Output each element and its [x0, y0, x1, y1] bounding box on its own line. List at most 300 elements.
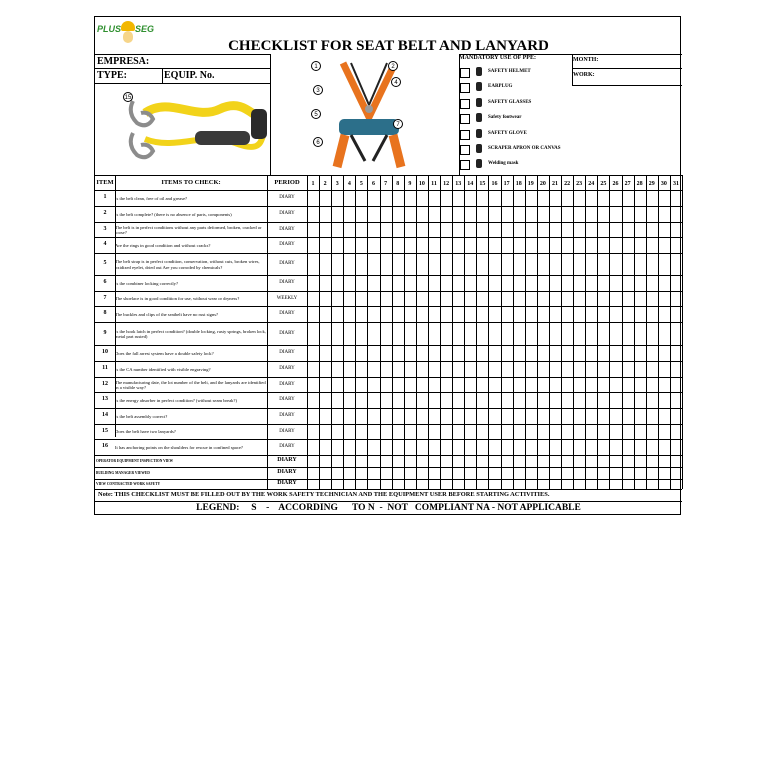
day-check-cell[interactable]: [609, 291, 621, 306]
day-check-cell[interactable]: [331, 361, 343, 377]
day-check-cell[interactable]: [513, 377, 525, 392]
day-check-cell[interactable]: [670, 377, 682, 392]
day-check-cell[interactable]: [343, 467, 355, 479]
day-check-cell[interactable]: [428, 190, 440, 206]
day-check-cell[interactable]: [307, 306, 319, 322]
day-check-cell[interactable]: [658, 345, 670, 361]
day-check-cell[interactable]: [307, 392, 319, 408]
day-check-cell[interactable]: [476, 345, 488, 361]
day-check-cell[interactable]: [428, 222, 440, 237]
day-check-cell[interactable]: [597, 424, 609, 439]
day-check-cell[interactable]: [646, 455, 658, 467]
day-check-cell[interactable]: [670, 408, 682, 424]
day-check-cell[interactable]: [634, 222, 646, 237]
ppe-checkbox-1[interactable]: [460, 68, 470, 78]
day-check-cell[interactable]: [549, 455, 561, 467]
day-check-cell[interactable]: [525, 306, 537, 322]
day-check-cell[interactable]: [670, 479, 682, 489]
day-check-cell[interactable]: [367, 377, 379, 392]
day-check-cell[interactable]: [585, 275, 597, 291]
day-check-cell[interactable]: [380, 439, 392, 455]
day-check-cell[interactable]: [404, 377, 416, 392]
day-check-cell[interactable]: [597, 190, 609, 206]
day-check-cell[interactable]: [404, 253, 416, 275]
day-check-cell[interactable]: [561, 222, 573, 237]
day-check-cell[interactable]: [404, 439, 416, 455]
day-check-cell[interactable]: [501, 345, 513, 361]
day-check-cell[interactable]: [307, 253, 319, 275]
day-check-cell[interactable]: [488, 439, 500, 455]
day-check-cell[interactable]: [573, 322, 585, 345]
day-check-cell[interactable]: [646, 424, 658, 439]
day-check-cell[interactable]: [488, 237, 500, 253]
day-check-cell[interactable]: [488, 322, 500, 345]
day-check-cell[interactable]: [355, 275, 367, 291]
day-check-cell[interactable]: [404, 392, 416, 408]
day-check-cell[interactable]: [392, 306, 404, 322]
day-check-cell[interactable]: [501, 455, 513, 467]
day-check-cell[interactable]: [343, 439, 355, 455]
day-check-cell[interactable]: [634, 467, 646, 479]
day-check-cell[interactable]: [404, 345, 416, 361]
day-check-cell[interactable]: [597, 206, 609, 222]
day-check-cell[interactable]: [501, 190, 513, 206]
day-check-cell[interactable]: [513, 479, 525, 489]
day-check-cell[interactable]: [561, 345, 573, 361]
day-check-cell[interactable]: [634, 237, 646, 253]
day-check-cell[interactable]: [622, 291, 634, 306]
day-check-cell[interactable]: [476, 424, 488, 439]
day-check-cell[interactable]: [464, 424, 476, 439]
day-check-cell[interactable]: [476, 275, 488, 291]
day-check-cell[interactable]: [609, 306, 621, 322]
day-check-cell[interactable]: [573, 408, 585, 424]
day-check-cell[interactable]: [609, 424, 621, 439]
day-check-cell[interactable]: [355, 206, 367, 222]
day-check-cell[interactable]: [307, 408, 319, 424]
day-check-cell[interactable]: [416, 306, 428, 322]
day-check-cell[interactable]: [646, 408, 658, 424]
day-check-cell[interactable]: [355, 306, 367, 322]
day-check-cell[interactable]: [428, 424, 440, 439]
day-check-cell[interactable]: [501, 439, 513, 455]
day-check-cell[interactable]: [501, 306, 513, 322]
day-check-cell[interactable]: [331, 253, 343, 275]
day-check-cell[interactable]: [440, 408, 452, 424]
day-check-cell[interactable]: [319, 322, 331, 345]
day-check-cell[interactable]: [658, 467, 670, 479]
day-check-cell[interactable]: [319, 306, 331, 322]
day-check-cell[interactable]: [573, 479, 585, 489]
day-check-cell[interactable]: [597, 392, 609, 408]
day-check-cell[interactable]: [513, 439, 525, 455]
day-check-cell[interactable]: [307, 206, 319, 222]
day-check-cell[interactable]: [331, 377, 343, 392]
day-check-cell[interactable]: [355, 424, 367, 439]
day-check-cell[interactable]: [561, 479, 573, 489]
day-check-cell[interactable]: [319, 190, 331, 206]
day-check-cell[interactable]: [392, 253, 404, 275]
day-check-cell[interactable]: [452, 424, 464, 439]
day-check-cell[interactable]: [622, 306, 634, 322]
day-check-cell[interactable]: [440, 361, 452, 377]
day-check-cell[interactable]: [331, 467, 343, 479]
day-check-cell[interactable]: [670, 253, 682, 275]
day-check-cell[interactable]: [367, 479, 379, 489]
day-check-cell[interactable]: [380, 455, 392, 467]
day-check-cell[interactable]: [501, 253, 513, 275]
day-check-cell[interactable]: [561, 361, 573, 377]
day-check-cell[interactable]: [549, 222, 561, 237]
day-check-cell[interactable]: [658, 392, 670, 408]
day-check-cell[interactable]: [658, 306, 670, 322]
day-check-cell[interactable]: [513, 190, 525, 206]
day-check-cell[interactable]: [343, 237, 355, 253]
day-check-cell[interactable]: [501, 237, 513, 253]
day-check-cell[interactable]: [428, 439, 440, 455]
day-check-cell[interactable]: [404, 275, 416, 291]
day-check-cell[interactable]: [597, 291, 609, 306]
day-check-cell[interactable]: [585, 392, 597, 408]
day-check-cell[interactable]: [428, 467, 440, 479]
day-check-cell[interactable]: [452, 237, 464, 253]
day-check-cell[interactable]: [622, 206, 634, 222]
day-check-cell[interactable]: [597, 306, 609, 322]
day-check-cell[interactable]: [622, 424, 634, 439]
day-check-cell[interactable]: [380, 206, 392, 222]
day-check-cell[interactable]: [404, 361, 416, 377]
day-check-cell[interactable]: [404, 291, 416, 306]
day-check-cell[interactable]: [634, 345, 646, 361]
day-check-cell[interactable]: [488, 275, 500, 291]
day-check-cell[interactable]: [561, 408, 573, 424]
day-check-cell[interactable]: [440, 322, 452, 345]
day-check-cell[interactable]: [331, 306, 343, 322]
day-check-cell[interactable]: [501, 392, 513, 408]
day-check-cell[interactable]: [670, 291, 682, 306]
day-check-cell[interactable]: [343, 479, 355, 489]
day-check-cell[interactable]: [343, 377, 355, 392]
day-check-cell[interactable]: [464, 222, 476, 237]
day-check-cell[interactable]: [561, 306, 573, 322]
day-check-cell[interactable]: [573, 424, 585, 439]
day-check-cell[interactable]: [331, 439, 343, 455]
day-check-cell[interactable]: [488, 467, 500, 479]
day-check-cell[interactable]: [380, 237, 392, 253]
day-check-cell[interactable]: [319, 275, 331, 291]
day-check-cell[interactable]: [670, 345, 682, 361]
day-check-cell[interactable]: [561, 206, 573, 222]
day-check-cell[interactable]: [331, 408, 343, 424]
day-check-cell[interactable]: [488, 190, 500, 206]
day-check-cell[interactable]: [440, 190, 452, 206]
day-check-cell[interactable]: [597, 479, 609, 489]
day-check-cell[interactable]: [367, 424, 379, 439]
day-check-cell[interactable]: [622, 392, 634, 408]
day-check-cell[interactable]: [537, 206, 549, 222]
day-check-cell[interactable]: [355, 237, 367, 253]
day-check-cell[interactable]: [561, 424, 573, 439]
day-check-cell[interactable]: [380, 361, 392, 377]
day-check-cell[interactable]: [634, 275, 646, 291]
day-check-cell[interactable]: [452, 306, 464, 322]
day-check-cell[interactable]: [476, 455, 488, 467]
day-check-cell[interactable]: [670, 222, 682, 237]
day-check-cell[interactable]: [355, 253, 367, 275]
day-check-cell[interactable]: [585, 361, 597, 377]
day-check-cell[interactable]: [537, 439, 549, 455]
day-check-cell[interactable]: [609, 206, 621, 222]
day-check-cell[interactable]: [549, 291, 561, 306]
day-check-cell[interactable]: [440, 253, 452, 275]
day-check-cell[interactable]: [525, 377, 537, 392]
day-check-cell[interactable]: [367, 291, 379, 306]
day-check-cell[interactable]: [440, 424, 452, 439]
day-check-cell[interactable]: [331, 275, 343, 291]
day-check-cell[interactable]: [476, 206, 488, 222]
day-check-cell[interactable]: [440, 237, 452, 253]
day-check-cell[interactable]: [670, 275, 682, 291]
day-check-cell[interactable]: [464, 237, 476, 253]
ppe-checkbox-7[interactable]: [460, 160, 470, 170]
day-check-cell[interactable]: [573, 345, 585, 361]
day-check-cell[interactable]: [307, 377, 319, 392]
day-check-cell[interactable]: [464, 275, 476, 291]
day-check-cell[interactable]: [634, 439, 646, 455]
day-check-cell[interactable]: [549, 237, 561, 253]
day-check-cell[interactable]: [597, 253, 609, 275]
day-check-cell[interactable]: [392, 322, 404, 345]
day-check-cell[interactable]: [549, 392, 561, 408]
day-check-cell[interactable]: [307, 275, 319, 291]
day-check-cell[interactable]: [646, 275, 658, 291]
day-check-cell[interactable]: [440, 377, 452, 392]
day-check-cell[interactable]: [343, 361, 355, 377]
day-check-cell[interactable]: [670, 206, 682, 222]
day-check-cell[interactable]: [646, 237, 658, 253]
day-check-cell[interactable]: [428, 306, 440, 322]
day-check-cell[interactable]: [404, 424, 416, 439]
day-check-cell[interactable]: [488, 206, 500, 222]
day-check-cell[interactable]: [476, 222, 488, 237]
day-check-cell[interactable]: [585, 439, 597, 455]
day-check-cell[interactable]: [622, 439, 634, 455]
day-check-cell[interactable]: [609, 392, 621, 408]
day-check-cell[interactable]: [573, 361, 585, 377]
day-check-cell[interactable]: [549, 206, 561, 222]
day-check-cell[interactable]: [331, 479, 343, 489]
day-check-cell[interactable]: [428, 479, 440, 489]
day-check-cell[interactable]: [343, 275, 355, 291]
day-check-cell[interactable]: [476, 377, 488, 392]
day-check-cell[interactable]: [404, 237, 416, 253]
day-check-cell[interactable]: [392, 455, 404, 467]
day-check-cell[interactable]: [416, 206, 428, 222]
day-check-cell[interactable]: [622, 275, 634, 291]
day-check-cell[interactable]: [416, 455, 428, 467]
day-check-cell[interactable]: [561, 455, 573, 467]
day-check-cell[interactable]: [609, 377, 621, 392]
day-check-cell[interactable]: [355, 190, 367, 206]
day-check-cell[interactable]: [525, 291, 537, 306]
day-check-cell[interactable]: [525, 237, 537, 253]
day-check-cell[interactable]: [561, 392, 573, 408]
day-check-cell[interactable]: [501, 275, 513, 291]
day-check-cell[interactable]: [307, 467, 319, 479]
day-check-cell[interactable]: [561, 291, 573, 306]
day-check-cell[interactable]: [392, 439, 404, 455]
day-check-cell[interactable]: [464, 392, 476, 408]
day-check-cell[interactable]: [537, 345, 549, 361]
day-check-cell[interactable]: [343, 455, 355, 467]
day-check-cell[interactable]: [307, 222, 319, 237]
day-check-cell[interactable]: [585, 291, 597, 306]
day-check-cell[interactable]: [549, 190, 561, 206]
ppe-checkbox-3[interactable]: [460, 99, 470, 109]
day-check-cell[interactable]: [416, 408, 428, 424]
day-check-cell[interactable]: [380, 377, 392, 392]
day-check-cell[interactable]: [513, 306, 525, 322]
day-check-cell[interactable]: [380, 408, 392, 424]
day-check-cell[interactable]: [428, 253, 440, 275]
day-check-cell[interactable]: [452, 392, 464, 408]
day-check-cell[interactable]: [416, 275, 428, 291]
day-check-cell[interactable]: [343, 222, 355, 237]
day-check-cell[interactable]: [355, 392, 367, 408]
day-check-cell[interactable]: [501, 222, 513, 237]
day-check-cell[interactable]: [634, 424, 646, 439]
day-check-cell[interactable]: [561, 377, 573, 392]
day-check-cell[interactable]: [513, 408, 525, 424]
day-check-cell[interactable]: [573, 467, 585, 479]
day-check-cell[interactable]: [561, 467, 573, 479]
day-check-cell[interactable]: [343, 424, 355, 439]
day-check-cell[interactable]: [501, 361, 513, 377]
day-check-cell[interactable]: [343, 253, 355, 275]
day-check-cell[interactable]: [367, 345, 379, 361]
day-check-cell[interactable]: [319, 439, 331, 455]
day-check-cell[interactable]: [331, 206, 343, 222]
day-check-cell[interactable]: [585, 479, 597, 489]
day-check-cell[interactable]: [452, 377, 464, 392]
day-check-cell[interactable]: [464, 322, 476, 345]
day-check-cell[interactable]: [452, 291, 464, 306]
day-check-cell[interactable]: [392, 275, 404, 291]
day-check-cell[interactable]: [501, 467, 513, 479]
day-check-cell[interactable]: [319, 237, 331, 253]
day-check-cell[interactable]: [319, 253, 331, 275]
day-check-cell[interactable]: [525, 424, 537, 439]
day-check-cell[interactable]: [488, 361, 500, 377]
day-check-cell[interactable]: [464, 439, 476, 455]
day-check-cell[interactable]: [416, 479, 428, 489]
day-check-cell[interactable]: [501, 424, 513, 439]
day-check-cell[interactable]: [622, 361, 634, 377]
day-check-cell[interactable]: [513, 392, 525, 408]
day-check-cell[interactable]: [658, 439, 670, 455]
day-check-cell[interactable]: [355, 455, 367, 467]
day-check-cell[interactable]: [416, 439, 428, 455]
day-check-cell[interactable]: [343, 322, 355, 345]
day-check-cell[interactable]: [380, 190, 392, 206]
day-check-cell[interactable]: [573, 392, 585, 408]
day-check-cell[interactable]: [670, 455, 682, 467]
day-check-cell[interactable]: [355, 322, 367, 345]
day-check-cell[interactable]: [513, 291, 525, 306]
day-check-cell[interactable]: [392, 291, 404, 306]
day-check-cell[interactable]: [319, 479, 331, 489]
day-check-cell[interactable]: [452, 275, 464, 291]
day-check-cell[interactable]: [367, 467, 379, 479]
day-check-cell[interactable]: [355, 467, 367, 479]
day-check-cell[interactable]: [609, 408, 621, 424]
day-check-cell[interactable]: [537, 222, 549, 237]
day-check-cell[interactable]: [658, 479, 670, 489]
day-check-cell[interactable]: [585, 206, 597, 222]
day-check-cell[interactable]: [367, 306, 379, 322]
day-check-cell[interactable]: [464, 190, 476, 206]
day-check-cell[interactable]: [319, 361, 331, 377]
day-check-cell[interactable]: [452, 408, 464, 424]
day-check-cell[interactable]: [646, 479, 658, 489]
day-check-cell[interactable]: [319, 222, 331, 237]
day-check-cell[interactable]: [355, 361, 367, 377]
day-check-cell[interactable]: [319, 291, 331, 306]
day-check-cell[interactable]: [440, 467, 452, 479]
day-check-cell[interactable]: [501, 291, 513, 306]
day-check-cell[interactable]: [404, 455, 416, 467]
day-check-cell[interactable]: [658, 408, 670, 424]
day-check-cell[interactable]: [476, 479, 488, 489]
day-check-cell[interactable]: [525, 222, 537, 237]
day-check-cell[interactable]: [331, 424, 343, 439]
day-check-cell[interactable]: [573, 206, 585, 222]
day-check-cell[interactable]: [658, 291, 670, 306]
day-check-cell[interactable]: [319, 467, 331, 479]
day-check-cell[interactable]: [380, 322, 392, 345]
day-check-cell[interactable]: [476, 392, 488, 408]
day-check-cell[interactable]: [404, 306, 416, 322]
day-check-cell[interactable]: [355, 377, 367, 392]
day-check-cell[interactable]: [609, 439, 621, 455]
day-check-cell[interactable]: [513, 467, 525, 479]
day-check-cell[interactable]: [585, 237, 597, 253]
day-check-cell[interactable]: [670, 322, 682, 345]
day-check-cell[interactable]: [646, 291, 658, 306]
day-check-cell[interactable]: [525, 206, 537, 222]
day-check-cell[interactable]: [585, 253, 597, 275]
day-check-cell[interactable]: [452, 455, 464, 467]
day-check-cell[interactable]: [525, 467, 537, 479]
day-check-cell[interactable]: [597, 455, 609, 467]
day-check-cell[interactable]: [343, 408, 355, 424]
day-check-cell[interactable]: [597, 222, 609, 237]
day-check-cell[interactable]: [658, 275, 670, 291]
day-check-cell[interactable]: [646, 206, 658, 222]
day-check-cell[interactable]: [585, 424, 597, 439]
day-check-cell[interactable]: [658, 455, 670, 467]
day-check-cell[interactable]: [658, 361, 670, 377]
day-check-cell[interactable]: [367, 237, 379, 253]
day-check-cell[interactable]: [392, 392, 404, 408]
day-check-cell[interactable]: [501, 377, 513, 392]
day-check-cell[interactable]: [331, 190, 343, 206]
day-check-cell[interactable]: [646, 222, 658, 237]
day-check-cell[interactable]: [319, 424, 331, 439]
day-check-cell[interactable]: [464, 253, 476, 275]
day-check-cell[interactable]: [549, 275, 561, 291]
day-check-cell[interactable]: [622, 322, 634, 345]
